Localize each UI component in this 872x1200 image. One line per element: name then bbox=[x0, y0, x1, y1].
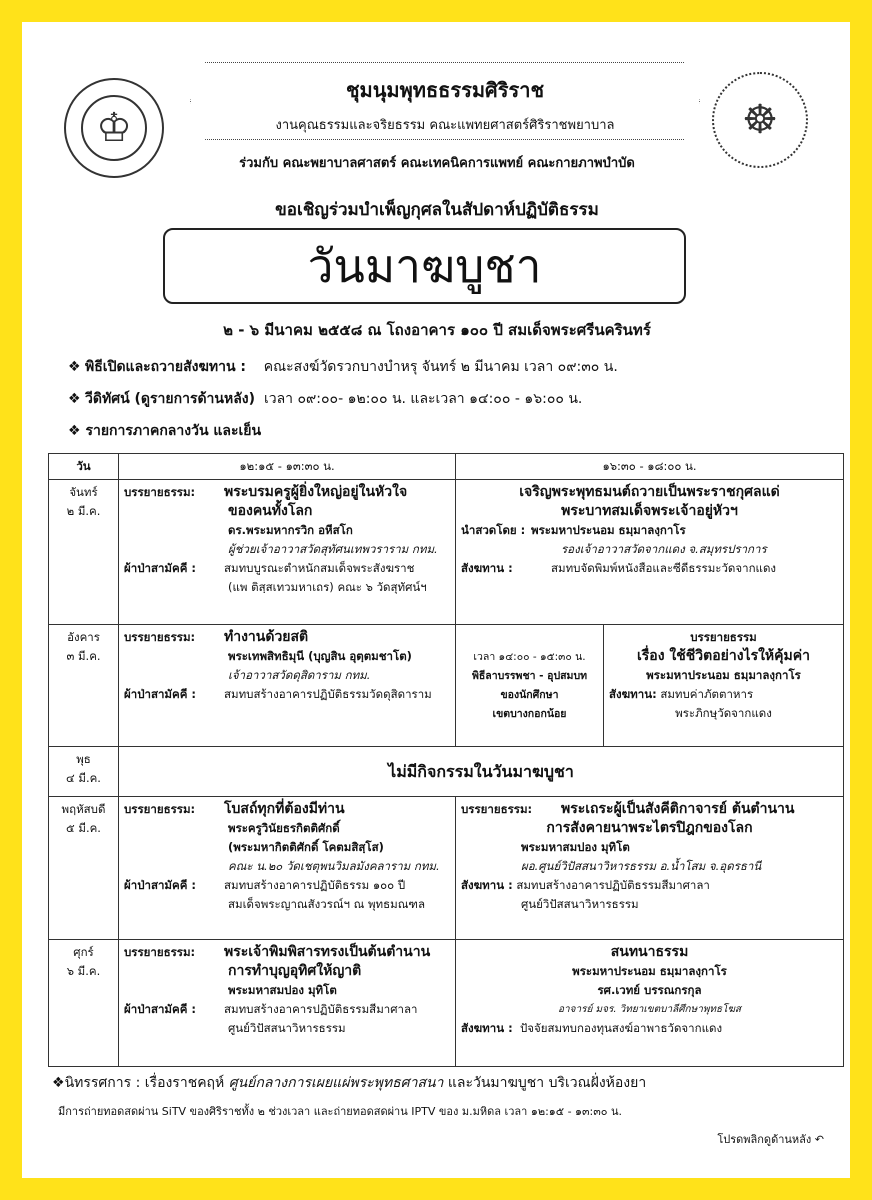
bullet-schedule: ❖ รายการภาคกลางวัน และเย็น bbox=[68, 423, 262, 439]
schedule-table bbox=[48, 453, 844, 1067]
event-title: วันมาฆบูชา bbox=[163, 228, 686, 304]
header-day: วัน bbox=[49, 454, 119, 480]
bullet-opening: ❖ พิธีเปิดและถวายสังฆทาน : คณะสงฆ์วัดรวกบางบำหรุ จันทร์ ๒ มีนาคม เวลา ๐๙:๓๐ น. bbox=[68, 359, 618, 375]
date-place: ๒ - ๖ มีนาคม ๒๕๕๘ ณ โถงอาคาร ๑๐๐ ปี สมเด็จพระศรีนครินทร์ bbox=[223, 321, 651, 339]
partners: ร่วมกับ คณะพยาบาลศาสตร์ คณะเทคนิคการแพทย์ คณะกายภาพบำบัด bbox=[239, 156, 635, 171]
no-activity-note: ไม่มีกิจกรรมในวันมาฆบูชา bbox=[119, 747, 844, 797]
buddhist-club-logo: ☸ bbox=[712, 72, 808, 168]
flyer-page bbox=[22, 22, 850, 1178]
bullet-video: ❖ วีดิทัศน์ (ดูรายการด้านหลัง) เวลา ๐๙:๐๐- ๑๒:๐๐ น. และเวลา ๑๔:๐๐ - ๑๖:๐๐ น. bbox=[68, 391, 583, 407]
table-row: พฤหัสบดี ๕ มี.ค. บรรยายธรรม: โบสถ์ทุกที่ต้องมีท่าน พระครูวินัยธรกิตติศักดิ์ (พระมหากิตติศักดิ์ โคตมสิสฺโส) คณะ น.๒๐ วัดเชตุพนวิมลมังคลาราม กทม. ผ้าป่าสามัคคี : สมทบสร้างอาคารปฏิบัติธรรม ๑๐๐ ปี สมเด็จพระญาณสังวรณ์ฯ ณ พุทธมณฑล บรรยายธรรม: พระเถระผู้เป็นสังคีติกาจารย์ ต้นตำนาน การสังคายนาพระไตรปิฎกของโลก พระมหาสมปอง มุทิโต ผอ.ศูนย์วิปัสสนาวิหารธรรม อ.น้ำโสม จ.อุดรธานี สังฆทาน : สมทบสร้างอาคารปฏิบัติธรรมสีมาศาลา ศูนย์วิปัสสนาวิหารธรรม bbox=[49, 797, 844, 940]
header-noon: ๑๒:๑๕ - ๑๓:๓๐ น. bbox=[119, 454, 456, 480]
header-evening: ๑๖:๓๐ - ๑๘:๐๐ น. bbox=[456, 454, 844, 480]
table-row: ศุกร์ ๖ มี.ค. บรรยายธรรม: พระเจ้าพิมพิสารทรงเป็นต้นตำนาน การทำบุญอุทิศให้ญาติ พระมหาสมปอง มุทิโต ผ้าป่าสามัคคี : สมทบสร้างอาคารปฏิบัติธรรมสีมาศาลา ศูนย์วิปัสสนาวิหารธรรม สนทนาธรรม พระมหาประนอม ธมฺมาลงฺกาโร รศ.เวทย์ บรรณกรกุล อาจารย์ มจร. วิทยาเขตบาลีศึกษาพุทธโฆส สังฆทาน : ปัจจัยสมทบกองทุนสงฆ์อาพาธวัดจากแดง bbox=[49, 940, 844, 1067]
broadcast-note: มีการถ่ายทอดสดผ่าน SiTV ของศิริราชทั้ง ๒ ช่วงเวลา และถ่ายทอดสดผ่าน IPTV ของ ม.มหิดล เวลา ๑๒:๑๕ - ๑๓:๓๐ น. bbox=[58, 1105, 622, 1118]
table-row: จันทร์ ๒ มี.ค. บรรยายธรรม: พระบรมครูผู้ยิ่งใหญ่อยู่ในหัวใจ ของคนทั้งโลก ดร.พระมหากรวิก อหีสโก ผู้ช่วยเจ้าอาวาสวัดสุทัศนเทพวราราม กทม. ผ้าป่าสามัคคี : สมทบบูรณะตำหนักสมเด็จพระสังฆราช (แพ ติสฺสเทวมหาเถร) คณะ ๖ วัดสุทัศน์ฯ เจริญพระพุทธมนต์ถวายเป็นพระราชกุศลแด่ พระบาทสมเด็จพระเจ้าอยู่หัวฯ นำสวดโดย : พระมหาประนอม ธมฺมาลงฺกาโร รองเจ้าอาวาสวัดจากแดง จ.สมุทรปราการ สังฆทาน : สมทบจัดพิมพ์หนังสือและซีดีธรรมะวัดจากแดง bbox=[49, 480, 844, 625]
org-title: ชุมนุมพุทธธรรมศิริราช bbox=[345, 78, 545, 102]
turn-page-icon: ↶ bbox=[814, 1133, 824, 1146]
table-header-row bbox=[49, 454, 844, 480]
table-row: อังคาร ๓ มี.ค. บรรยายธรรม: ทำงานด้วยสติ พระเทพสิทธิมุนี (บุญสิน อุตฺตมชาโต) เจ้าอาวาสวัดดุสิดาราม กทม. ผ้าป่าสามัคคี : สมทบสร้างอาคารปฏิบัติธรรมวัดดุสิดาราม เวลา ๑๔:๐๐ - ๑๕:๓๐ น. พิธีลาบรรพชา - อุปสมบท ของนักศึกษา เขตบางกอกน้อย บรรยายธรรม เรื่อง ใช้ชีวิตอย่างไรให้คุ้มค่า พระมหาประนอม ธมฺมาลงฺกาโร สังฆทาน: สมทบค่าภัตตาหาร พระภิกษุวัดจากแดง bbox=[49, 625, 844, 747]
table-row: พุธ ๔ มี.ค. ไม่มีกิจกรรมในวันมาฆบูชา bbox=[49, 747, 844, 797]
siriraj-faculty-logo: ♔ bbox=[64, 78, 164, 178]
org-subtitle: งานคุณธรรมและจริยธรรม คณะแพทยศาสตร์ศิริราชพยาบาล bbox=[275, 118, 615, 133]
exhibition-note: ❖นิทรรศการ : เรื่องราชคฤห์ ศูนย์กลางการเผยแผ่พระพุทธศาสนา และวันมาฆบูชา บริเวณฝั่งห้องยา bbox=[52, 1075, 647, 1091]
invitation: ขอเชิญร่วมบำเพ็ญกุศลในสัปดาห์ปฏิบัติธรรม bbox=[275, 200, 599, 220]
turn-over-note: โปรดพลิกดูด้านหลัง ↶ bbox=[717, 1133, 824, 1146]
